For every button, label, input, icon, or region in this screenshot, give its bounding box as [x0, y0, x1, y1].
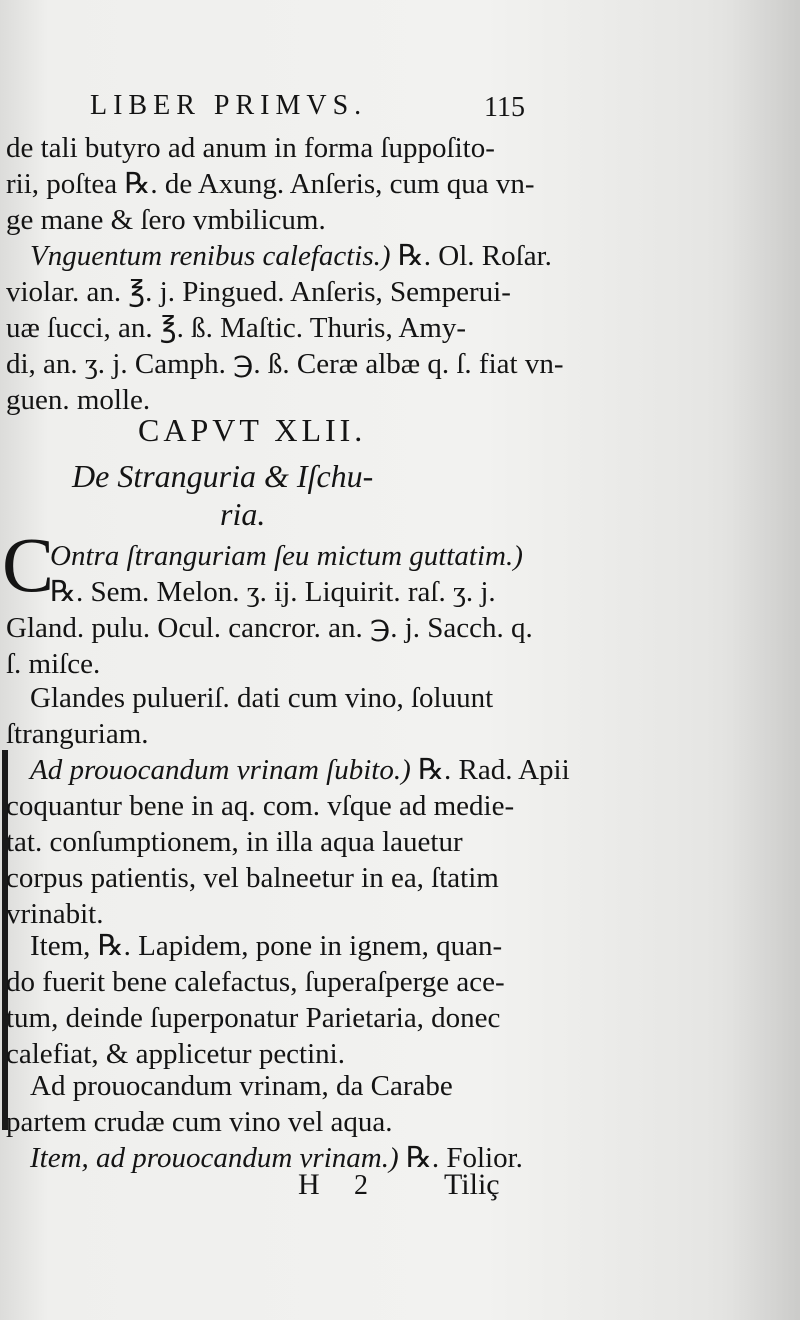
- recipe-title: Item, ad prouocandum vrinam.): [30, 1142, 399, 1174]
- text-line: calefiat, & applicetur pectini.: [6, 1038, 345, 1070]
- chapter-title: CAPVT XLII.: [138, 412, 367, 448]
- recipe-heading-line: [30, 752, 570, 788]
- recipe-text: ℞. Folior.: [398, 1142, 523, 1174]
- text-line: ſ. miſce.: [6, 648, 101, 680]
- catchword: Tiliç: [444, 1168, 500, 1201]
- text-line: partem crudæ cum vino vel aqua.: [6, 1106, 393, 1138]
- text-line: Ad prouocandum vrinam, da Carabe: [30, 1070, 453, 1102]
- text-line: Ontra ſtranguriam ſeu mictum guttatim.): [50, 540, 523, 572]
- drop-cap: C: [2, 521, 55, 608]
- text-line: Gland. pulu. Ocul. cancror. an. ℈. j. Sacch. q.: [6, 612, 533, 644]
- page-edge-shadow: [730, 0, 800, 1320]
- recipe-text: ℞. Rad. Apii: [410, 754, 570, 786]
- text-line: Item, ℞. Lapidem, pone in ignem, quan-: [30, 930, 503, 962]
- signature-number: 2: [354, 1170, 368, 1201]
- text-line: guen. molle.: [6, 384, 151, 416]
- text-line: tum, deinde ſuperponatur Parietaria, donec: [6, 1002, 501, 1034]
- text-line: rii, poſtea ℞. de Axung. Anſeris, cum qua vn-: [6, 168, 535, 200]
- text-line: de tali butyro ad anum in forma ſuppoſito-: [6, 132, 495, 164]
- chapter-subtitle-line2: ria.: [220, 496, 266, 532]
- signature-mark: H: [298, 1168, 320, 1201]
- recipe-heading-line: [30, 238, 552, 274]
- text-line: do fuerit bene calefactus, ſuperaſperge ace-: [6, 966, 505, 998]
- recipe-title: Vnguentum renibus calefactis.): [30, 240, 391, 272]
- text-line: di, an. ʒ. j. Camph. ℈. ß. Ceræ albæ q. ſ. fiat vn-: [6, 348, 564, 380]
- text-line: violar. an. ℥. j. Pingued. Anſeris, Semperui-: [6, 276, 511, 308]
- text-line: coquantur bene in aq. com. vſque ad medie-: [6, 790, 515, 822]
- page-number: 115: [484, 92, 525, 123]
- text-line: Glandes pulueriſ. dati cum vino, ſoluunt: [30, 682, 494, 714]
- text-line: ge mane & ſero vmbilicum.: [6, 204, 326, 236]
- recipe-title: Ad prouocandum vrinam ſubito.): [30, 754, 411, 786]
- text-line: tat. conſumptionem, in illa aqua lauetur: [6, 826, 463, 858]
- recipe-text: ℞. Ol. Roſar.: [390, 240, 552, 272]
- running-title: LIBER PRIMVS.: [90, 90, 368, 121]
- chapter-subtitle-line1: De Stranguria & Iſchu-: [72, 458, 374, 494]
- text-line: corpus patientis, vel balneetur in ea, ſtatim: [6, 862, 499, 894]
- text-line: uæ ſucci, an. ℥. ß. Maſtic. Thuris, Amy-: [6, 312, 467, 344]
- text-line: ſtranguriam.: [6, 718, 149, 750]
- text-line: vrinabit.: [6, 898, 104, 930]
- text-line: ℞. Sem. Melon. ʒ. ij. Liquirit. raſ. ʒ. j.: [50, 576, 496, 608]
